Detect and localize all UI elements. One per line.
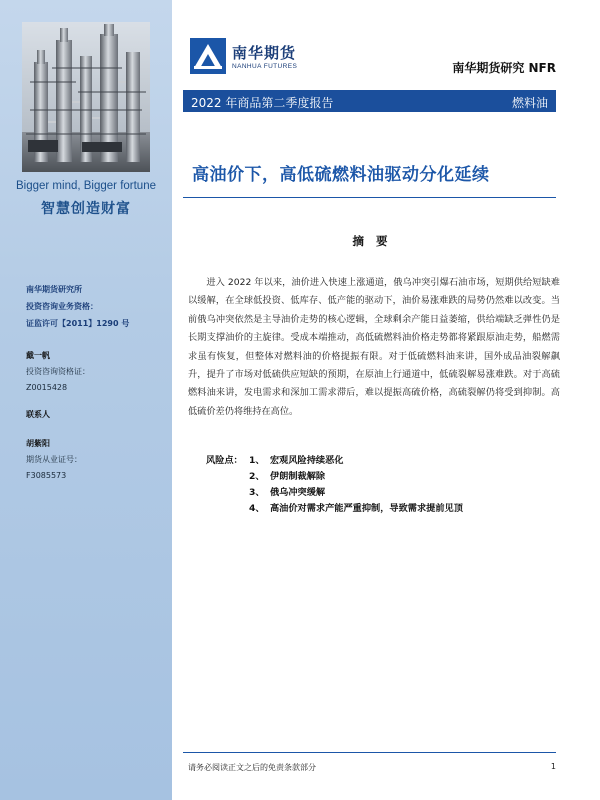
contact-cert-number: F3085573	[26, 471, 67, 480]
risk-list	[206, 452, 546, 516]
risk-item	[206, 452, 546, 468]
report-type: 2022 年商品第二季度报告	[191, 96, 334, 110]
qualification-label: 投资咨询业务资格：	[26, 302, 98, 311]
risk-number: 1、	[249, 455, 265, 466]
commodity-name: 燃料油	[511, 96, 548, 110]
sidebar	[0, 0, 172, 800]
analyst-cert-number: Z0015428	[26, 383, 68, 392]
risk-label: 风险点：	[206, 455, 243, 466]
risk-item	[206, 500, 546, 516]
institute-name: 南华期货研究所	[26, 285, 82, 294]
logo-wordmark-chinese: 南华期货	[232, 44, 297, 62]
abstract-body: 进入 2022 年以来，油价进入快速上涨通道，俄乌冲突引爆石油市场，短期供给短缺难以缓解，在全球低投资、低库存、低产能的驱动下，油价易涨难跌的局势仍然难以改变。当前俄乌冲突依然是主导油价走势的核心逻辑，全球剩余产能日益萎缩，供给端缺乏弹性仍是长期支撑油价的主旋律。受成本端推动，高低硫燃料油价格走势都将紧跟原油走势，船燃需求虽有恢复，但整体对燃料油的价格提振有限。对于低硫燃料油来讲，国外成品油裂解飙升，提升了市场对低硫供应短缺的预期，在原油上行通道中，低硫裂解易涨难跌。对于高硫燃料油来讲，发电需求和深加工需求滞后，难以提振高硫价格，高硫裂解仍将受到抑制。高低硫价差仍将维持在高位。	[188, 277, 560, 417]
refinery-cover-image	[22, 22, 150, 172]
report-banner	[183, 90, 556, 112]
analyst-cert-label: 投资咨询资格证：	[26, 367, 90, 376]
risk-text: 宏观风险持续恶化	[270, 455, 344, 466]
slogan-chinese: 智慧创造财富	[41, 201, 131, 217]
risk-text: 高油价对需求产能严重抑制，导致需求提前见顶	[270, 503, 463, 514]
page-number: 1	[550, 762, 556, 771]
slogan-english: Bigger mind, Bigger fortune	[16, 180, 156, 192]
risk-number: 2、	[249, 471, 265, 482]
report-title: 高油价下，高低硫燃料油驱动分化延续	[192, 165, 490, 185]
disclaimer-note: 请务必阅读正文之后的免责条款部分	[188, 763, 316, 772]
research-brand: 南华期货研究 NFR	[452, 61, 556, 75]
footer-divider	[183, 752, 556, 753]
title-divider	[183, 197, 556, 198]
analyst-name: 戴一帆	[26, 351, 50, 360]
risk-text: 俄乌冲突缓解	[270, 487, 326, 498]
license-number: 证监许可【2011】1290 号	[26, 319, 130, 328]
risk-number: 4、	[249, 503, 265, 514]
logo-wordmark-english: NANHUA FUTURES	[232, 63, 298, 70]
abstract-heading: 摘 要	[352, 234, 392, 248]
risk-item	[206, 468, 546, 484]
contact-cert-label: 期货从业证号：	[26, 455, 82, 464]
risk-item	[206, 484, 546, 500]
risk-number: 3、	[249, 487, 265, 498]
contact-name: 胡紫阳	[26, 439, 50, 448]
contact-label: 联系人	[26, 410, 50, 419]
risk-text: 伊朗制裁解除	[270, 471, 326, 482]
nanhua-logo-icon	[190, 38, 226, 74]
